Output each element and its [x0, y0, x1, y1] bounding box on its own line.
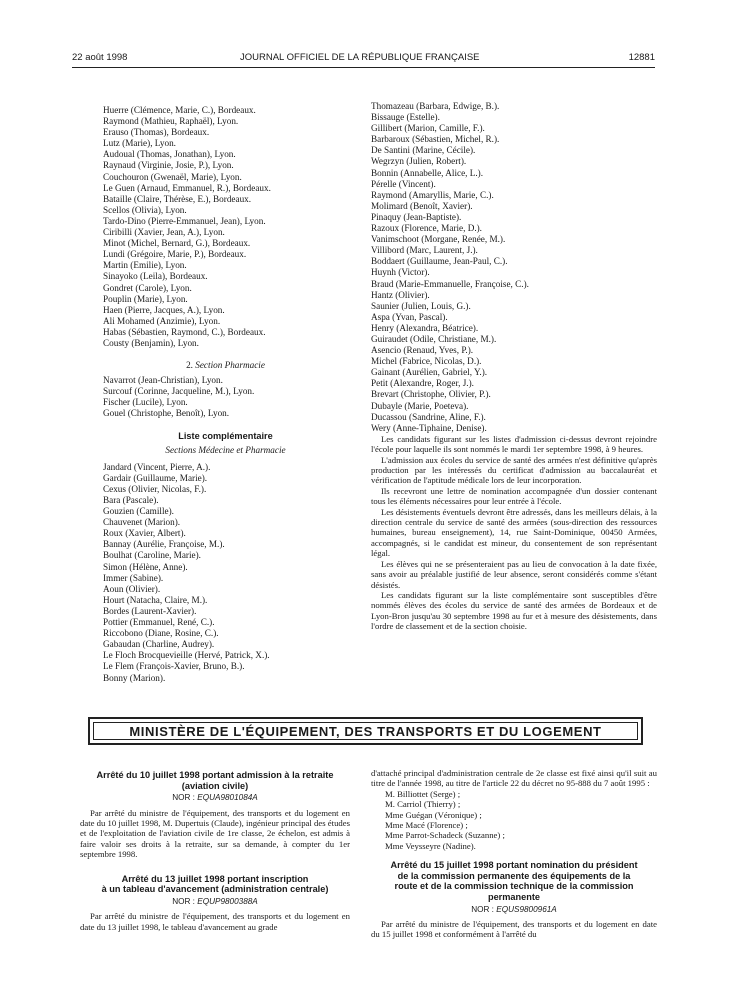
list-item: Habas (Sébastien, Raymond, C.), Bordeaux.: [103, 326, 266, 337]
list-item: Gouel (Christophe, Benoît), Lyon.: [103, 408, 230, 419]
section-heading-pharmacie: [103, 360, 348, 371]
list-item: Bonny (Marion).: [103, 672, 166, 683]
list-item: Gillibert (Marion, Camille, F.).: [371, 123, 485, 134]
arrete-title-line: permanente: [487, 892, 541, 903]
left-column: [103, 105, 348, 684]
list-item: Hantz (Olivier).: [371, 289, 430, 300]
list-item: Sinayoko (Leila), Bordeaux.: [103, 271, 208, 282]
nor-label: NOR :: [471, 904, 494, 914]
ministry-title: MINISTÈRE DE L'ÉQUIPEMENT, DES TRANSPORTS ET DU LOGEMENT: [129, 723, 602, 739]
list-item: Raymond (Mathieu, Raphaël), Lyon.: [103, 116, 239, 127]
list-item: Huerre (Clémence, Marie, C.), Bordeaux.: [103, 105, 256, 115]
paragraph: Les candidats figurant sur la liste complémentaire sont susceptibles d'être nommés élèves des écoles du service de santé des armées de Bordeaux et de Lyon-Bron jusqu'au 30 septembre 1998 au fur et à mesure des désistements, dans l'ordre de classement et de la section choisie.: [371, 589, 657, 632]
list-item: Cousty (Benjamin), Lyon.: [103, 337, 199, 348]
list-item: Boulhat (Caroline, Marie).: [103, 550, 201, 561]
list-item: Wery (Anne-Tiphaine, Denise).: [371, 422, 487, 433]
list-item: Wegrzyn (Julien, Robert).: [371, 156, 467, 167]
paragraph: Ils recevront une lettre de nomination accompagnée d'un dossier contenant tous les éléments nécessaires pour leur entrée à l'école.: [371, 485, 657, 507]
list-item: Boddaert (Guillaume, Jean-Paul, C.).: [371, 256, 508, 267]
list-item: Audoual (Thomas, Jonathan), Lyon.: [103, 149, 236, 160]
header-title: JOURNAL OFFICIEL DE LA RÉPUBLIQUE FRANÇAISE: [240, 52, 480, 63]
lower-left-column: [80, 770, 350, 932]
list-item: Bannay (Aurélie, Françoise, M.).: [103, 539, 225, 550]
list-item: Gondret (Carole), Lyon.: [103, 282, 192, 293]
admission-notes: [371, 434, 657, 632]
list-item: Razoux (Florence, Marie, D.).: [371, 223, 482, 234]
list-item: Gainant (Aurélien, Gabriel, Y.).: [371, 367, 488, 378]
arrete-title-line: Arrêté du 13 juillet 1998 portant inscription: [121, 873, 309, 884]
list-item: Gabaudan (Charline, Audrey).: [103, 639, 215, 650]
admission-list-pharmacie: [103, 375, 348, 419]
nor-reference: [80, 897, 350, 907]
list-item: Huynh (Victor).: [371, 267, 430, 278]
admission-list-medecine: [103, 105, 348, 349]
list-item: Guiraudet (Odile, Christiane, M.).: [371, 333, 497, 344]
list-item: Hourt (Natacha, Claire, M.).: [103, 594, 208, 605]
list-item: Aoun (Olivier).: [103, 583, 161, 594]
list-item: Mme Parrot-Schadeck (Suzanne) ;: [385, 830, 505, 841]
header-rule: [72, 67, 655, 68]
right-column: [371, 101, 657, 632]
list-item: Erauso (Thomas), Bordeaux.: [103, 127, 210, 138]
nor-reference: [80, 793, 350, 803]
list-item: Mme Guégan (Véronique) ;: [385, 809, 482, 820]
list-item: Raynaud (Virginie, Josie, P.), Lyon.: [103, 160, 234, 171]
liste-complementaire-subtitle: Sections Médecine et Pharmacie: [165, 444, 286, 455]
list-item: Le Guen (Arnaud, Emmanuel, R.), Bordeaux.: [103, 182, 271, 193]
list-item: Cexus (Olivier, Nicolas, F.).: [103, 483, 207, 494]
list-item: Mme Macé (Florence) ;: [385, 820, 468, 831]
lower-right-column: [371, 768, 657, 940]
nor-code: EQUA9801084A: [197, 793, 258, 803]
list-item: Pottier (Emmanuel, René, C.).: [103, 617, 215, 628]
list-item: Navarrot (Jean-Christian), Lyon.: [103, 375, 223, 386]
list-item: Villibord (Marc, Laurent, J.).: [371, 245, 478, 256]
page-header: [72, 52, 655, 66]
arrete-text: Par arrêté du ministre de l'équipement, des transports et du logement en date du 15 juillet 1998 et conformément à l'arrêté du: [371, 919, 657, 940]
list-item: M. Billiottet (Serge) ;: [385, 788, 461, 799]
section-label: Section Pharmacie: [195, 360, 265, 371]
list-item: M. Carriol (Thierry) ;: [385, 799, 461, 810]
nor-label: NOR :: [172, 793, 195, 803]
list-item: Henry (Alexandra, Béatrice).: [371, 322, 479, 333]
list-item: Vanimschoot (Morgane, Renée, M.).: [371, 234, 506, 245]
list-item: Le Flem (François-Xavier, Bruno, B.).: [103, 661, 245, 672]
arrete-nomination-president: [371, 860, 657, 940]
section-number: 2.: [186, 360, 193, 371]
list-item: Tardo-Dino (Pierre-Emmanuel, Jean), Lyon.: [103, 215, 266, 226]
arrete-title-line: route et de la commission technique de la commission: [394, 881, 634, 892]
list-item: Riccobono (Diane, Rosine, C.).: [103, 628, 219, 639]
list-item: Pinaquy (Jean-Baptiste).: [371, 211, 462, 222]
list-item: Bara (Pascale).: [103, 495, 159, 505]
list-item: Thomazeau (Barbara, Edwige, B.).: [371, 101, 500, 111]
list-item: Haen (Pierre, Jacques, A.), Lyon.: [103, 304, 225, 315]
list-item: Ducassou (Sandrine, Aline, F.).: [371, 411, 486, 422]
list-item: Le Floch Brocquevieille (Hervé, Patrick, X.).: [103, 650, 270, 661]
nor-reference: [371, 905, 657, 915]
complementary-list: [103, 462, 348, 684]
arrete-retraite: [80, 770, 350, 860]
complementary-list-continued: [371, 101, 657, 434]
list-item: Bataille (Claire, Thérèse, E.), Bordeaux.: [103, 193, 252, 204]
paragraph: L'admission aux écoles du service de santé des armées n'est définitive qu'après production par les intéressés du certificat d'admission au baccalauréat et vérification de l'aptitude médicale lors de leur incorporation.: [371, 454, 657, 486]
list-item: Fischer (Lucile), Lyon.: [103, 397, 188, 408]
header-date: 22 août 1998: [72, 52, 128, 63]
list-item: Bissauge (Estelle).: [371, 112, 440, 123]
nor-label: NOR :: [172, 896, 195, 906]
list-item: Chauvenet (Marion).: [103, 517, 181, 528]
liste-complementaire-title: Liste complémentaire: [178, 430, 273, 441]
list-item: De Santini (Marine, Cécile).: [371, 145, 476, 156]
list-item: Ali Mohamed (Anzimie), Lyon.: [103, 315, 221, 326]
list-item: Scellos (Olivia), Lyon.: [103, 204, 187, 215]
list-item: Pouplin (Marie), Lyon.: [103, 293, 188, 304]
nor-code: EQUS9800961A: [496, 904, 557, 914]
list-item: Lutz (Marie), Lyon.: [103, 138, 176, 149]
list-item: Asencio (Renaud, Yves, P.).: [371, 345, 474, 356]
list-item: Brevart (Christophe, Olivier, P.).: [371, 389, 491, 400]
nor-code: EQUP9800388A: [197, 896, 258, 906]
paragraph: Les candidats figurant sur les listes d'admission ci-dessus devront rejoindre l'école pour laquelle ils sont nommés le mardi 1er septembre 1998, à 9 heures.: [371, 433, 657, 455]
arrete-title-line: à un tableau d'avancement (administration centrale): [101, 884, 329, 895]
list-item: Couchouron (Gwenaël, Marie), Lyon.: [103, 171, 242, 182]
list-item: Braud (Marie-Emmanuelle, Françoise, C.).: [371, 278, 529, 289]
list-item: Saunier (Julien, Louis, G.).: [371, 300, 471, 311]
arrete-text: Par arrêté du ministre de l'équipement, des transports et du logement en date du 10 juillet 1998, M. Dupertuis (Claude), ingénieur principal des études et de l'exploitation de l'aviation civile de 1re classe, 2e échelon, est admis à faire valoir ses droits à la retraite, sur sa demande, à compter du 1er septembre 1998.: [80, 807, 350, 860]
list-item: Michel (Fabrice, Nicolas, D.).: [371, 356, 482, 367]
ministry-banner: [88, 717, 643, 745]
paragraph: Les désistements éventuels devront être adressés, dans les meilleurs délais, à la direction centrale du service de santé des armées (sous-direction des ressources humaines, bureau enseignement), 14, rue Saint-Dominique, 00450 Armées, accompagnés, si le candidat est mineur, du consentement de son représentant légal.: [371, 506, 657, 559]
arrete-text: Par arrêté du ministre de l'équipement, des transports et du logement en date du 13 juillet 1998, le tableau d'avancement au grade: [80, 911, 350, 932]
list-item: Surcouf (Corinne, Jacqueline, M.), Lyon.: [103, 386, 255, 397]
list-item: Martin (Emilie), Lyon.: [103, 260, 187, 271]
tableau-avancement-names: [371, 789, 657, 851]
list-item: Bordes (Laurent-Xavier).: [103, 605, 197, 616]
list-item: Petit (Alexandre, Roger, J.).: [371, 378, 474, 389]
list-item: Minot (Michel, Bernard, G.), Bordeaux.: [103, 238, 251, 249]
list-item: Immer (Sabine).: [103, 572, 164, 583]
list-item: Bonnin (Annabelle, Alice, L.).: [371, 167, 484, 178]
list-item: Pérelle (Vincent).: [371, 178, 436, 189]
list-item: Barbaroux (Sébastien, Michel, R.).: [371, 134, 500, 145]
list-item: Simon (Hélène, Anne).: [103, 561, 188, 572]
list-item: Gouzien (Camille).: [103, 506, 174, 517]
list-item: Aspa (Yvan, Pascal).: [371, 311, 448, 322]
header-page-number: 12881: [628, 52, 655, 63]
list-item: Mme Veysseyre (Nadine).: [385, 840, 476, 851]
arrete-title-line: de la commission permanente des équipements de la: [397, 870, 631, 881]
list-item: Lundi (Grégoire, Marie, P.), Bordeaux.: [103, 249, 247, 260]
arrete-text-continued: d'attaché principal d'administration centrale de 2e classe est fixé ainsi qu'il suit au titre de l'année 1998, au titre de l'article 22 du décret no 95-888 du 7 août 1995 :: [371, 768, 657, 789]
arrete-title-line: Arrêté du 15 juillet 1998 portant nomination du président: [390, 860, 638, 871]
arrete-tableau-avancement: [80, 874, 350, 932]
list-item: Molimard (Benoît, Xavier).: [371, 200, 473, 211]
arrete-title-line: Arrêté du 10 juillet 1998 portant admission à la retraite: [96, 770, 334, 780]
arrete-title-line: (aviation civile): [181, 780, 249, 791]
paragraph: Les élèves qui ne se présenteraient pas au lieu de convocation à la date fixée, sans avoir au préalable justifié de leur absence, seront considérés comme s'étant désistés.: [371, 558, 657, 590]
list-item: Jandard (Vincent, Pierre, A.).: [103, 461, 211, 472]
list-item: Dubayle (Marie, Poeteva).: [371, 400, 469, 411]
list-item: Raymond (Amaryllis, Marie, C.).: [371, 189, 494, 200]
list-item: Gardair (Guillaume, Marie).: [103, 472, 208, 483]
list-item: Ciribilli (Xavier, Jean, A.), Lyon.: [103, 227, 225, 238]
list-item: Roux (Xavier, Albert).: [103, 528, 186, 539]
